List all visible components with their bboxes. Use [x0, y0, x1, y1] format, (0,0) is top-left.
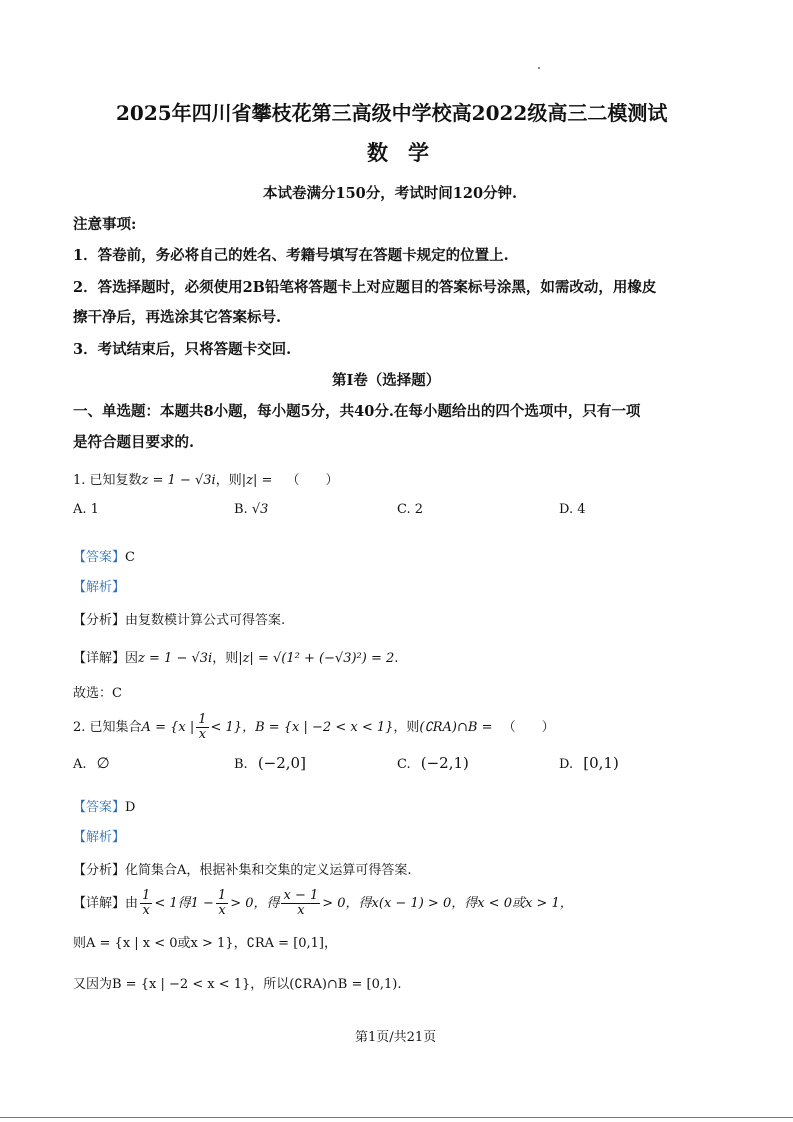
q2-option-a-label: A.	[73, 757, 87, 772]
q1-detail-expr1: z = 1 − √3i	[138, 651, 213, 666]
q2-detail-fraction-3	[281, 889, 320, 918]
q1-analysis-tag: 【解析】	[73, 580, 126, 595]
q1-detail	[73, 647, 398, 666]
q2-detail-fraction-1-den: x	[142, 903, 150, 918]
q1-option-b-value: √3	[251, 502, 269, 517]
notice-item-1: 1．答卷前，务必将自己的姓名、考籍号填写在答题卡规定的位置上.	[73, 247, 509, 264]
notice-item-2-cont: 擦干净后，再选涂其它答案标号.	[73, 309, 282, 326]
q2-stem-expr: (∁RA)∩B =	[419, 720, 493, 735]
notice-item-2: 2．答选择题时，必须使用2B铅笔将答题卡上对应题目的答案标号涂黑，如需改动，用橡皮	[73, 279, 657, 296]
q2-stem-blank: （ ）	[502, 720, 555, 735]
q2-stem-set-a-end: < 1}	[210, 720, 243, 735]
q1-detail-tag: 【详解】	[73, 651, 126, 666]
q2-detail-a: 由	[125, 896, 139, 911]
q2-detail-d: > 0，得x(x − 1) > 0，得x < 0或x > 1，	[322, 896, 573, 911]
q2-detail-b: < 1得1 −	[154, 896, 214, 911]
q2-detail-line-1	[73, 889, 573, 918]
q1-answer-value: C	[125, 550, 135, 565]
notice-item-3: 3．考试结束后，只将答题卡交回.	[73, 341, 292, 358]
q1-stem-expr: z = 1 − √3i	[141, 473, 216, 488]
q2-stem-fraction-den: x	[198, 727, 207, 742]
q1-fenxi-tag: 【分析】	[73, 613, 126, 628]
q2-detail-fraction-1	[140, 889, 152, 918]
q2-stem-prefix: 2. 已知集合	[73, 720, 142, 735]
page-number: 第1页/共21页	[355, 1030, 437, 1045]
q1-conclusion: 故选：C	[73, 686, 122, 701]
notice-heading: 注意事项:	[73, 216, 137, 233]
q2-option-d-value: [0,1)	[583, 754, 619, 772]
q1-stem-mid: ，则	[215, 473, 242, 488]
q2-detail-fraction-2-num: 1	[217, 888, 227, 903]
q2-detail-tag: 【详解】	[73, 896, 126, 911]
q1-answer-tag: 【答案】	[73, 550, 126, 565]
q1-detail-end: .	[394, 651, 399, 666]
q1-detail-a: 因	[125, 651, 139, 666]
q2-stem-fraction	[196, 713, 208, 742]
section-intro: 一、单选题：本题共8小题，每小题5分，共40分.在每小题给出的四个选项中，只有一项	[73, 403, 641, 420]
q2-option-d-label: D.	[559, 757, 574, 772]
q1-stem	[73, 469, 339, 488]
q1-stem-blank: （ ）	[286, 473, 339, 488]
q1-option-a: A. 1	[73, 502, 99, 517]
document-subtitle: 数学	[367, 140, 449, 165]
q2-option-d	[559, 754, 619, 772]
q2-option-b	[234, 754, 306, 772]
q2-option-c-value: (−2,1)	[420, 754, 469, 772]
q1-stem-prefix: 1. 已知复数	[73, 473, 142, 488]
q2-detail-line-3: 又因为B = {x | −2 < x < 1}，所以(∁RA)∩B = [0,1).	[73, 977, 402, 992]
q1-answer	[73, 546, 135, 565]
q2-detail-fraction-1-num: 1	[142, 888, 151, 903]
q2-stem-fraction-num: 1	[198, 712, 207, 727]
q1-fenxi	[73, 609, 285, 628]
q1-detail-expr2: |z| = √(1² + (−√3)²) = 2	[238, 651, 395, 666]
q2-detail-line-2: 则A = {x | x < 0或x > 1}，∁RA = [0,1]，	[73, 936, 338, 951]
section-title: 第I卷（选择题）	[332, 372, 441, 389]
q2-stem-set-a: A = {x |	[141, 720, 195, 735]
q1-fenxi-text: 由复数模计算公式可得答案.	[125, 613, 286, 628]
q2-option-a-value: ∅	[96, 754, 110, 772]
q2-detail-fraction-2	[216, 889, 228, 918]
q1-option-c: C. 2	[397, 502, 424, 517]
q2-detail-fraction-2-den: x	[218, 903, 226, 918]
q2-option-b-value: (−2,0]	[257, 754, 306, 772]
document-title: 2025年四川省攀枝花第三高级中学校高2022级高三二模测试	[116, 101, 668, 125]
q2-option-a	[73, 754, 110, 772]
q2-fenxi-tag: 【分析】	[73, 863, 126, 878]
section-intro-cont: 是符合题目要求的.	[73, 434, 195, 451]
q2-answer-tag: 【答案】	[73, 800, 126, 815]
page-bottom-rule	[0, 1117, 793, 1118]
q2-option-b-label: B.	[234, 757, 248, 772]
q1-option-b	[234, 502, 268, 517]
q2-answer	[73, 796, 135, 815]
q2-option-c	[397, 754, 469, 772]
q1-option-b-label: B.	[234, 502, 248, 517]
q2-stem-set-b: ，B = {x | −2 < x < 1}	[242, 720, 394, 735]
q2-stem-mid: ，则	[393, 720, 420, 735]
q2-fenxi-text: 化简集合A，根据补集和交集的定义运算可得答案.	[125, 863, 412, 878]
q1-stem-expr2: |z| =	[241, 473, 273, 488]
q2-detail-fraction-3-num: x − 1	[283, 888, 319, 903]
q2-analysis-tag: 【解析】	[73, 830, 126, 845]
q1-detail-b: ，则	[212, 651, 239, 666]
scan-dot	[538, 67, 540, 69]
q1-option-d: D. 4	[559, 502, 586, 517]
q2-fenxi	[73, 859, 412, 878]
q2-detail-fraction-3-den: x	[297, 903, 305, 918]
q2-detail-c: > 0，得	[230, 896, 280, 911]
q2-stem	[73, 713, 555, 742]
q2-answer-value: D	[125, 800, 136, 815]
q2-option-c-label: C.	[397, 757, 411, 772]
exam-info: 本试卷满分150分，考试时间120分钟.	[263, 185, 518, 202]
